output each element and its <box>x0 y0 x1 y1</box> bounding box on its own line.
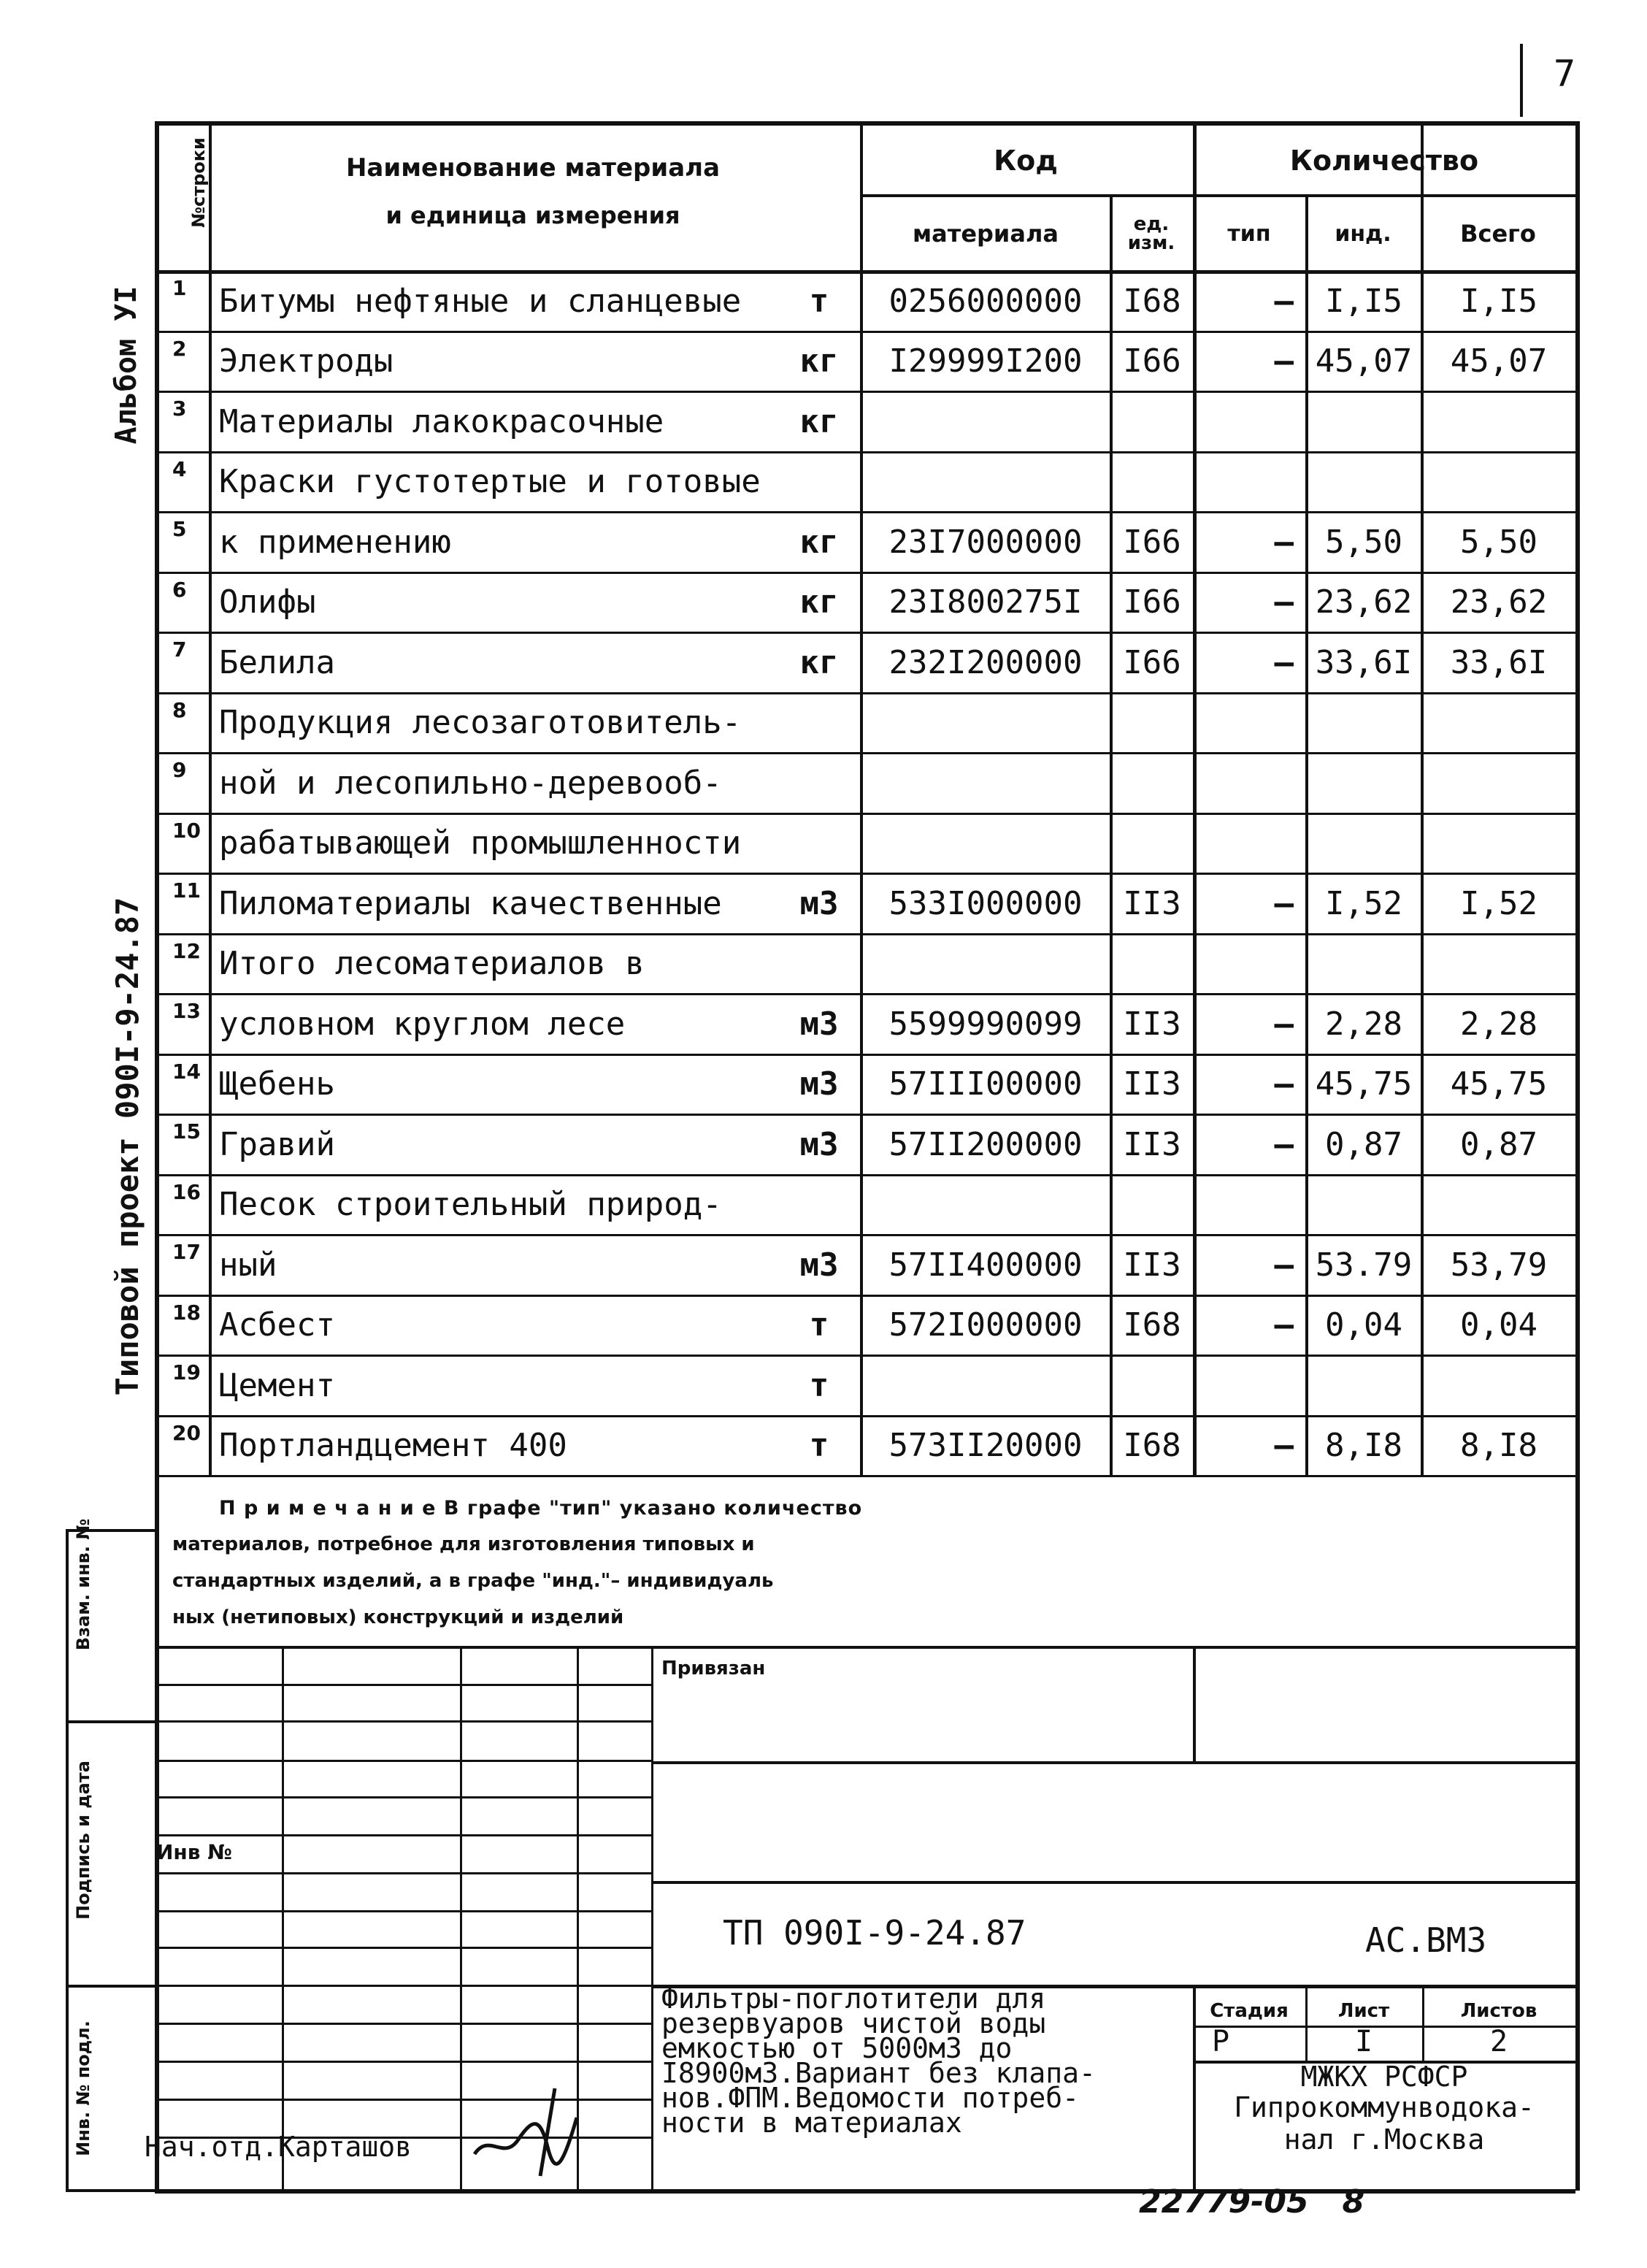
tip-value: – <box>1274 884 1294 922</box>
inv-no-label: Инв № <box>156 1840 232 1864</box>
doc-mark: АС.ВМ3 <box>1365 1920 1487 1960</box>
unit-code: I68 <box>1123 1427 1181 1465</box>
material-code: 5599990099 <box>888 1005 1083 1043</box>
material-name: Белила <box>219 643 335 681</box>
row-line <box>155 1174 1575 1176</box>
material-unit <box>781 454 857 510</box>
ind-value: 45,75 <box>1315 1065 1413 1103</box>
material-name: Цемент <box>219 1366 335 1404</box>
column-line <box>209 121 212 1475</box>
total-value: 45,07 <box>1450 342 1548 380</box>
material-name: Материалы лакокрасочные <box>219 402 664 440</box>
sheets-value: 2 <box>1489 2025 1508 2058</box>
row-line <box>155 692 1575 694</box>
tip-value: – <box>1274 583 1294 621</box>
quantity-header: Количество <box>1289 145 1479 177</box>
name-header-line2: и единица измерения <box>385 202 680 229</box>
total-value: I,I5 <box>1460 282 1537 320</box>
unit-code <box>1113 394 1191 450</box>
material-code <box>863 695 1108 751</box>
stamp-grid-line <box>155 2189 651 2191</box>
total-value: 0,04 <box>1460 1306 1537 1344</box>
material-code-header: материала <box>913 220 1059 248</box>
material-code <box>863 755 1108 811</box>
row-number: 12 <box>172 938 201 963</box>
privyazan-label: Привязан <box>661 1658 766 1679</box>
unit-code <box>1113 695 1191 751</box>
material-unit: м3 <box>799 884 839 922</box>
stamp-grid-line <box>282 1646 284 2189</box>
row-line <box>155 1415 1575 1417</box>
material-unit: т <box>809 1427 829 1465</box>
tip-value: – <box>1274 1306 1294 1344</box>
signature <box>467 2074 591 2183</box>
row-number: 10 <box>172 818 201 843</box>
row-line <box>155 391 1575 393</box>
material-name: Итого лесоматериалов в <box>219 945 645 983</box>
ind-value: 33,6I <box>1315 643 1413 681</box>
row-line <box>155 1234 1575 1236</box>
page-number-divider <box>1520 44 1523 117</box>
row-line <box>155 873 1575 875</box>
row-line <box>155 933 1575 935</box>
table-top-border <box>155 121 1578 126</box>
total-value: 2,28 <box>1460 1005 1537 1043</box>
unit-code <box>1113 1177 1191 1233</box>
header-subdivider <box>1193 194 1575 197</box>
ind-value: I,52 <box>1325 884 1402 922</box>
material-unit <box>781 755 857 811</box>
material-name: Песок строительный природ- <box>219 1186 722 1224</box>
material-name: ный <box>219 1246 277 1284</box>
tip-value <box>1197 1357 1299 1414</box>
unit-code <box>1113 816 1191 872</box>
material-name: ной и лесопильно-деревооб- <box>219 764 722 802</box>
material-code: 232I200000 <box>888 643 1083 681</box>
row-line <box>155 752 1575 754</box>
material-code <box>863 394 1108 450</box>
material-name: Портландцемент 400 <box>219 1427 567 1465</box>
material-unit: м3 <box>799 1065 839 1103</box>
material-unit <box>781 1177 857 1233</box>
unit-code <box>1113 936 1191 992</box>
material-code: 533I000000 <box>888 884 1083 922</box>
row-line <box>155 451 1575 453</box>
tip-value <box>1197 454 1299 510</box>
material-unit: м3 <box>799 1246 839 1284</box>
podpis-label: Подпись и дата <box>73 1761 93 1920</box>
row-number: 4 <box>172 456 187 481</box>
material-name: Асбест <box>219 1306 335 1344</box>
ind-value: 8,I8 <box>1325 1427 1402 1465</box>
unit-code: I66 <box>1123 643 1181 681</box>
material-name: Пиломатериалы качественные <box>219 884 722 922</box>
unit-code: I66 <box>1123 583 1181 621</box>
material-code: 0256000000 <box>888 282 1083 320</box>
org-line2: Гипрокоммунводока- <box>1234 2091 1535 2123</box>
row-line <box>155 1475 1575 1477</box>
material-code: 573II20000 <box>888 1427 1083 1465</box>
ind-value <box>1308 394 1419 450</box>
total-value <box>1424 1177 1574 1233</box>
row-number: 5 <box>172 517 187 541</box>
tip-value <box>1197 936 1299 992</box>
total-value <box>1424 695 1574 751</box>
material-code: 572I000000 <box>888 1306 1083 1344</box>
tip-value: – <box>1274 1125 1294 1163</box>
stage-label: Стадия <box>1210 2000 1289 2022</box>
row-number: 8 <box>172 697 187 722</box>
signer-name: Нач.отд.Карташов <box>145 2131 412 2163</box>
unit-code <box>1113 755 1191 811</box>
material-name: Краски густотертые и готовые <box>219 463 761 501</box>
unit-code: I68 <box>1123 282 1181 320</box>
material-name: Олифы <box>219 583 316 621</box>
tip-value <box>1197 695 1299 751</box>
material-code: 23I800275I <box>888 583 1083 621</box>
title-line2: резервуаров чистой воды <box>661 2007 1046 2039</box>
ind-value <box>1308 454 1419 510</box>
ind-value <box>1308 755 1419 811</box>
material-unit: кг <box>799 643 839 681</box>
total-value <box>1424 454 1574 510</box>
org-line3: нал г.Москва <box>1283 2123 1485 2156</box>
ind-value <box>1308 816 1419 872</box>
ind-value: 2,28 <box>1325 1005 1402 1043</box>
material-code <box>863 454 1108 510</box>
material-code <box>863 1177 1108 1233</box>
table-right-border <box>1575 121 1580 2191</box>
row-number: 6 <box>172 577 187 602</box>
ind-value: 53.79 <box>1315 1246 1413 1284</box>
total-value: 8,I8 <box>1460 1427 1537 1465</box>
project-label: Типовой проект 090I-9-24.87 <box>110 897 145 1396</box>
album-label: Альбом УI <box>110 286 143 445</box>
row-number: 7 <box>172 637 187 662</box>
row-number: 20 <box>172 1420 201 1445</box>
row-number: 3 <box>172 396 187 421</box>
title-line6: ности в материалах <box>661 2107 962 2139</box>
unit-code-header: ед. изм. <box>1127 213 1175 254</box>
row-number: 11 <box>172 878 201 903</box>
tip-value <box>1197 394 1299 450</box>
vzam-label: Взам. инв. № <box>73 1518 93 1651</box>
unit-code <box>1113 1357 1191 1414</box>
material-unit: м3 <box>799 1125 839 1163</box>
row-line <box>155 1355 1575 1357</box>
tip-value: – <box>1274 342 1294 380</box>
stamp-margin-line <box>66 1529 69 2191</box>
row-line <box>155 1054 1575 1056</box>
unit-code: II3 <box>1123 1005 1181 1043</box>
tip-value: – <box>1274 282 1294 320</box>
row-number: 19 <box>172 1360 201 1384</box>
material-code: 23I7000000 <box>888 523 1083 561</box>
sheet-value: I <box>1354 2025 1373 2058</box>
tip-value <box>1197 1177 1299 1233</box>
row-number: 2 <box>172 336 187 361</box>
title-line5: нов.ФПМ.Ведомости потреб- <box>661 2082 1079 2114</box>
total-value: 5,50 <box>1460 523 1537 561</box>
ind-value: I,I5 <box>1325 282 1402 320</box>
material-unit: кг <box>799 402 839 440</box>
stage-value: Р <box>1212 2025 1230 2058</box>
material-name: Битумы нефтяные и сланцевые <box>219 282 742 320</box>
material-name: рабатывающей промышленности <box>219 824 742 862</box>
ind-value <box>1308 695 1419 751</box>
tip-header: тип <box>1227 221 1271 247</box>
note-line3: стандартных изделий, а в графе "инд."– индивидуаль <box>172 1570 774 1592</box>
material-name: условном круглом лесе <box>219 1005 626 1043</box>
inv-podl-label: Инв. № подл. <box>73 2020 93 2156</box>
row-number: 14 <box>172 1059 201 1084</box>
ind-value: 45,07 <box>1315 342 1413 380</box>
material-unit: кг <box>799 523 839 561</box>
stamp-line <box>1193 1646 1196 1761</box>
row-line <box>155 993 1575 995</box>
row-line <box>155 511 1575 513</box>
total-value: 23,62 <box>1450 583 1548 621</box>
stamp-grid-line <box>460 1646 462 2189</box>
row-line <box>155 1114 1575 1116</box>
material-code: 57III00000 <box>888 1065 1083 1103</box>
column-line <box>1193 121 1197 1475</box>
material-code: I29999I200 <box>888 342 1083 380</box>
material-code <box>863 936 1108 992</box>
row-line <box>155 572 1575 574</box>
row-line <box>155 813 1575 815</box>
ind-value: 0,87 <box>1325 1125 1402 1163</box>
ind-value <box>1308 1177 1419 1233</box>
unit-code: I68 <box>1123 1306 1181 1344</box>
org-line1: МЖКХ РСФСР <box>1300 2061 1468 2093</box>
note-line1: П р и м е ч а н и е В графе "тип" указано количество <box>219 1497 863 1520</box>
page-number: 7 <box>1554 53 1576 95</box>
material-unit: т <box>809 1306 829 1344</box>
title-line1: Фильтры-поглотители для <box>661 1982 1046 2015</box>
row-number-header: №строки <box>188 137 209 228</box>
note-line4: ных (нетиповых) конструкций и изделий <box>172 1606 624 1628</box>
total-value: I,52 <box>1460 884 1537 922</box>
row-line <box>155 632 1575 634</box>
row-number: 16 <box>172 1179 201 1204</box>
tip-value: – <box>1274 523 1294 561</box>
total-value <box>1424 816 1574 872</box>
tip-value: – <box>1274 1005 1294 1043</box>
row-number: 15 <box>172 1119 201 1143</box>
stamp-line <box>651 1881 1575 1884</box>
stamp-line <box>651 1761 1575 1764</box>
tip-value: – <box>1274 1427 1294 1465</box>
tip-value: – <box>1274 1246 1294 1284</box>
material-name: Гравий <box>219 1125 335 1163</box>
sheet-label: Лист <box>1337 2000 1390 2022</box>
material-name: Электроды <box>219 342 393 380</box>
note-line2: материалов, потребное для изготовления типовых и <box>172 1533 755 1555</box>
footer-code: 22779-05 8 <box>1139 2183 1365 2221</box>
unit-code: I66 <box>1123 342 1181 380</box>
total-value: 53,79 <box>1450 1246 1548 1284</box>
total-header: Всего <box>1460 220 1536 248</box>
material-unit: т <box>809 282 829 320</box>
ind-value: 23,62 <box>1315 583 1413 621</box>
total-value <box>1424 394 1574 450</box>
total-value: 45,75 <box>1450 1065 1548 1103</box>
ind-value <box>1308 1357 1419 1414</box>
code-header: Код <box>994 145 1058 177</box>
total-value <box>1424 1357 1574 1414</box>
material-unit <box>781 695 857 751</box>
total-value: 0,87 <box>1460 1125 1537 1163</box>
unit-code: II3 <box>1123 1065 1181 1103</box>
material-unit: м3 <box>799 1005 839 1043</box>
material-code: 57II400000 <box>888 1246 1083 1284</box>
sheets-label: Листов <box>1460 2000 1537 2022</box>
unit-code: II3 <box>1123 1246 1181 1284</box>
ind-header: инд. <box>1335 221 1391 247</box>
material-name: Продукция лесозаготовитель- <box>219 704 742 742</box>
material-unit: кг <box>799 583 839 621</box>
name-header-line1: Наименование материала <box>345 153 721 183</box>
unit-code: II3 <box>1123 884 1181 922</box>
title-line4: I8900м3.Вариант без клапа- <box>661 2057 1096 2089</box>
tip-value: – <box>1274 1065 1294 1103</box>
ind-value <box>1308 936 1419 992</box>
material-code: 57II200000 <box>888 1125 1083 1163</box>
material-name: Щебень <box>219 1065 335 1103</box>
material-code <box>863 816 1108 872</box>
tip-value <box>1197 816 1299 872</box>
unit-code: II3 <box>1123 1125 1181 1163</box>
row-number: 17 <box>172 1240 201 1264</box>
total-value: 33,6I <box>1450 643 1548 681</box>
tip-value <box>1197 755 1299 811</box>
unit-code <box>1113 454 1191 510</box>
material-unit <box>781 816 857 872</box>
material-code <box>863 1357 1108 1414</box>
row-line <box>155 1295 1575 1297</box>
material-unit: т <box>809 1366 829 1404</box>
unit-code: I66 <box>1123 523 1181 561</box>
ind-value: 0,04 <box>1325 1306 1402 1344</box>
title-line3: емкостью от 5000м3 до <box>661 2032 1013 2064</box>
row-number: 13 <box>172 999 201 1023</box>
row-number: 1 <box>172 276 187 300</box>
doc-code: ТП 090I-9-24.87 <box>723 1913 1026 1953</box>
tip-value: – <box>1274 643 1294 681</box>
row-number: 9 <box>172 758 187 782</box>
sheet-title <box>661 1982 1096 2139</box>
material-unit <box>781 936 857 992</box>
row-number: 18 <box>172 1300 201 1325</box>
stamp-grid-line <box>651 1646 653 2189</box>
material-unit: кг <box>799 342 839 380</box>
row-line <box>155 331 1575 333</box>
total-value <box>1424 936 1574 992</box>
total-value <box>1424 755 1574 811</box>
material-name: к применению <box>219 523 451 561</box>
stamp-grid-line <box>155 1646 157 2189</box>
ind-value: 5,50 <box>1325 523 1402 561</box>
